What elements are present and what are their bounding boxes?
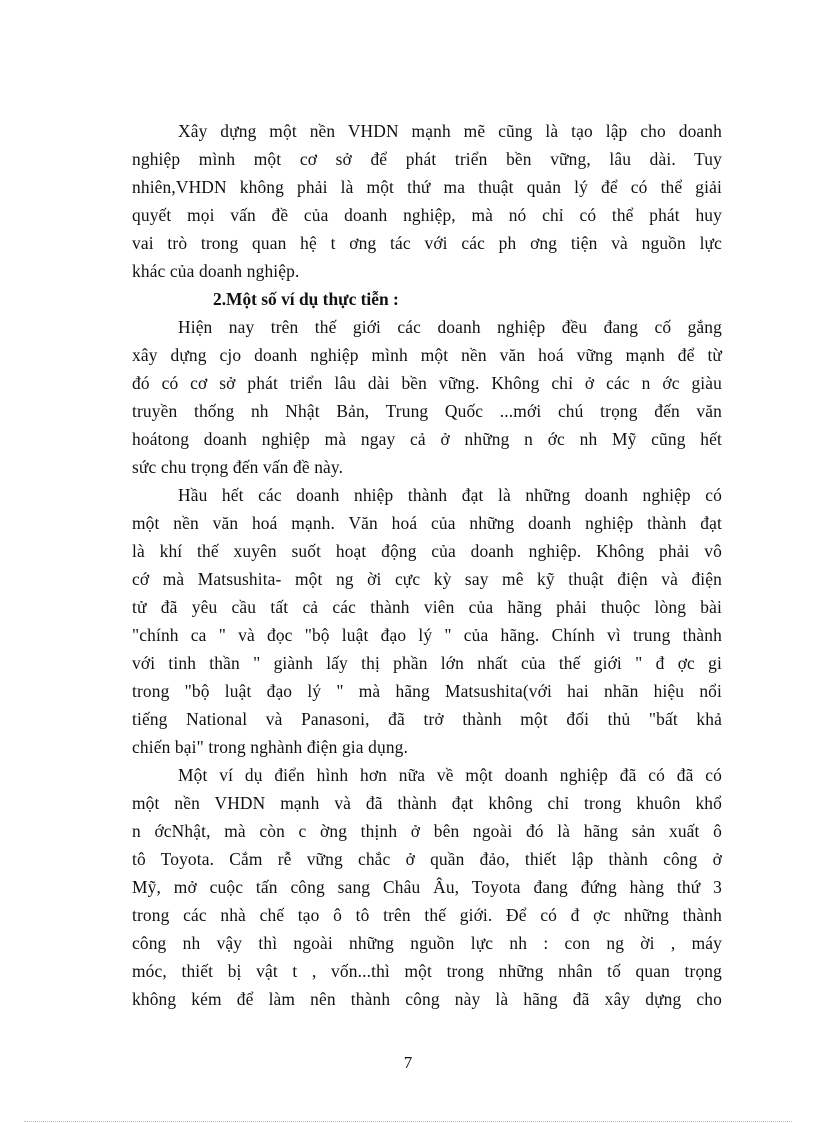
- text-line: với tinh thần " giành lấy thị phần lớn nhất của thế giới " đ ợc gi: [132, 653, 722, 673]
- text-line: Một ví dụ điển hình hơn nữa về một doanh nghiệp đã có đã có: [178, 765, 722, 785]
- page-number: 7: [403, 1053, 413, 1072]
- text-line: Xây dựng một nền VHDN mạnh mẽ cũng là tạo lập cho doanh: [178, 121, 722, 141]
- text-line: sức chu trọng đến vấn đề này.: [132, 457, 344, 477]
- text-line: hoátong doanh nghiệp mà ngay cả ở những n ớc nh Mỹ cũng hết: [132, 429, 722, 449]
- text-line: không kém để làm nên thành công này là hãng đã xây dựng cho: [132, 989, 722, 1009]
- text-line: vai trò trong quan hệ t ơng tác với các ph ơng tiện và nguồn lực: [132, 233, 722, 253]
- text-line: Hiện nay trên thế giới các doanh nghiệp đều đang cố gắng: [178, 317, 722, 337]
- text-line: Hầu hết các doanh nhiệp thành đạt là những doanh nghiệp có: [178, 485, 722, 505]
- text-line: là khí thế xuyên suốt hoạt động của doanh nghiệp. Không phải vô: [132, 541, 722, 561]
- text-line: tử đã yêu cầu tất cả các thành viên của hãng phải thuộc lòng bài: [132, 597, 722, 617]
- text-line: chiến bại" trong nghành điện gia dụng.: [132, 737, 409, 757]
- text-line: trong các nhà chế tạo ô tô trên thế giới. Để có đ ợc những thành: [132, 905, 722, 925]
- text-line: truyền thống nh Nhật Bản, Trung Quốc ...mới chú trọng đến văn: [132, 401, 722, 421]
- text-line: đó có cơ sở phát triển lâu dài bền vững. Không chỉ ở các n ớc giàu: [132, 373, 722, 393]
- text-line: cớ mà Matsushita- một ng ời cực kỳ say mê kỹ thuật điện và điện: [132, 569, 722, 589]
- text-line: công nh vậy thì ngoài những nguồn lực nh : con ng ời , máy: [132, 933, 722, 953]
- text-line: móc, thiết bị vật t , vốn...thì một trong những nhân tố quan trọng: [132, 961, 722, 981]
- text-line: nghiệp mình một cơ sở để phát triển bền vững, lâu dài. Tuy: [132, 149, 722, 169]
- text-line: một nền VHDN mạnh và đã thành đạt không chỉ trong khuôn khổ: [132, 793, 722, 813]
- text-line: nhiên,VHDN không phải là một thứ ma thuật quản lý để có thể giải: [132, 177, 722, 197]
- text-line: "chính ca " và đọc "bộ luật đạo lý " của hãng. Chính vì trung thành: [132, 625, 722, 645]
- text-line: xây dựng cjo doanh nghiệp mình một nền văn hoá vững mạnh để từ: [132, 345, 722, 365]
- text-line: quyết mọi vấn đề của doanh nghiệp, mà nó chỉ có thể phát huy: [132, 205, 722, 225]
- text-line: n ớcNhật, mà còn c ờng thịnh ở bên ngoài đó là hãng sản xuất ô: [132, 821, 722, 841]
- text-line: khác của doanh nghiệp.: [132, 261, 300, 281]
- page-bottom-rule: [24, 1121, 792, 1122]
- section-heading: 2.Một số ví dụ thực tiễn :: [213, 289, 399, 309]
- text-line: một nền văn hoá mạnh. Văn hoá của những doanh nghiệp thành đạt: [132, 513, 722, 533]
- text-line: tiếng National và Panasoni, đã trở thành một đối thủ "bất khả: [132, 709, 722, 729]
- text-line: trong "bộ luật đạo lý " mà hãng Matsushita(với hai nhãn hiệu nổi: [132, 681, 722, 701]
- text-line: Mỹ, mở cuộc tấn công sang Châu Âu, Toyota đang đứng hàng thứ 3: [132, 877, 722, 897]
- text-line: tô Toyota. Cắm rễ vững chắc ở quần đảo, thiết lập thành công ở: [132, 849, 722, 869]
